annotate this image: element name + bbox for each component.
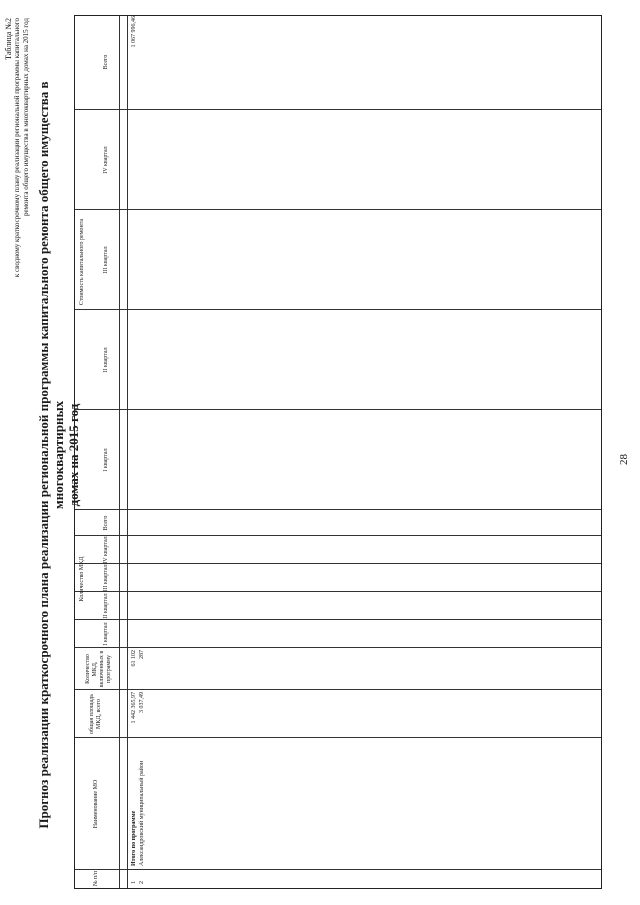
- header-group-count: Количество МКД: [79, 556, 85, 602]
- header-q2-cost: II квартал: [103, 347, 109, 373]
- row-1-count: 61 102: [131, 650, 137, 667]
- page-number: 28: [618, 454, 630, 465]
- header-q4-cost: IV квартал: [103, 146, 109, 174]
- row-2-count: 287: [139, 650, 145, 659]
- row-1-total-cost: 1 067 996,46: [131, 16, 137, 48]
- header-q2-count: II квартал: [103, 593, 109, 619]
- data-table: [74, 15, 602, 889]
- column-divider: [75, 509, 601, 510]
- title-line-1: Прогноз реализации краткосрочного плана реализации региональной программы капитального ремонта общего имущества в многоквартирных: [36, 81, 66, 829]
- header-q4-count: IV квартал: [103, 536, 109, 564]
- header-group-cost: Стоимость капитального ремонта: [79, 218, 85, 306]
- row-1-num: 1: [131, 881, 137, 884]
- column-divider: [75, 209, 601, 210]
- header-total-count: Всего: [103, 515, 109, 531]
- header-num: № п/п: [93, 870, 99, 887]
- header-total-cost: Всего: [103, 54, 109, 70]
- table-caption: [4, 18, 31, 288]
- row-1-name: Итого по программе: [131, 810, 137, 866]
- row-1-area: 1 442 365,97: [131, 692, 137, 724]
- column-divider: [75, 409, 601, 410]
- header-mo: Наименование МО: [93, 779, 99, 829]
- column-divider: [75, 535, 601, 536]
- row-2-num: 2: [139, 881, 145, 884]
- header-q3-count: III квартал: [103, 564, 109, 592]
- table-label: Таблица №2: [4, 18, 13, 60]
- column-divider: [75, 619, 601, 620]
- caption-line-1: к сводному краткосрочному плану реализации региональной программы капитального: [13, 18, 21, 278]
- row-2-name: Александровский муниципальный район: [139, 760, 145, 866]
- header-divider: [119, 16, 120, 888]
- header-area: общая площадь МКД, всего: [89, 694, 102, 734]
- column-divider: [75, 737, 601, 738]
- column-divider: [75, 309, 601, 310]
- header-count-mkd: Количество МКД, включенных в программу: [85, 650, 112, 688]
- title-line-2: домах на 2015 год: [66, 403, 81, 507]
- column-divider: [75, 109, 601, 110]
- column-divider: [75, 647, 601, 648]
- header-q1-cost: I квартал: [103, 448, 109, 472]
- caption-line-2: ремонта общего имущества в многоквартирных домах на 2015 год: [22, 18, 30, 217]
- header-q1-count: I квартал: [103, 622, 109, 646]
- column-divider: [75, 689, 601, 690]
- column-divider: [75, 591, 601, 592]
- column-divider: [75, 869, 601, 870]
- header-divider: [127, 16, 128, 888]
- header-q3-cost: III квартал: [103, 246, 109, 274]
- row-2-area: 3 037,49: [139, 692, 145, 713]
- column-divider: [75, 563, 601, 564]
